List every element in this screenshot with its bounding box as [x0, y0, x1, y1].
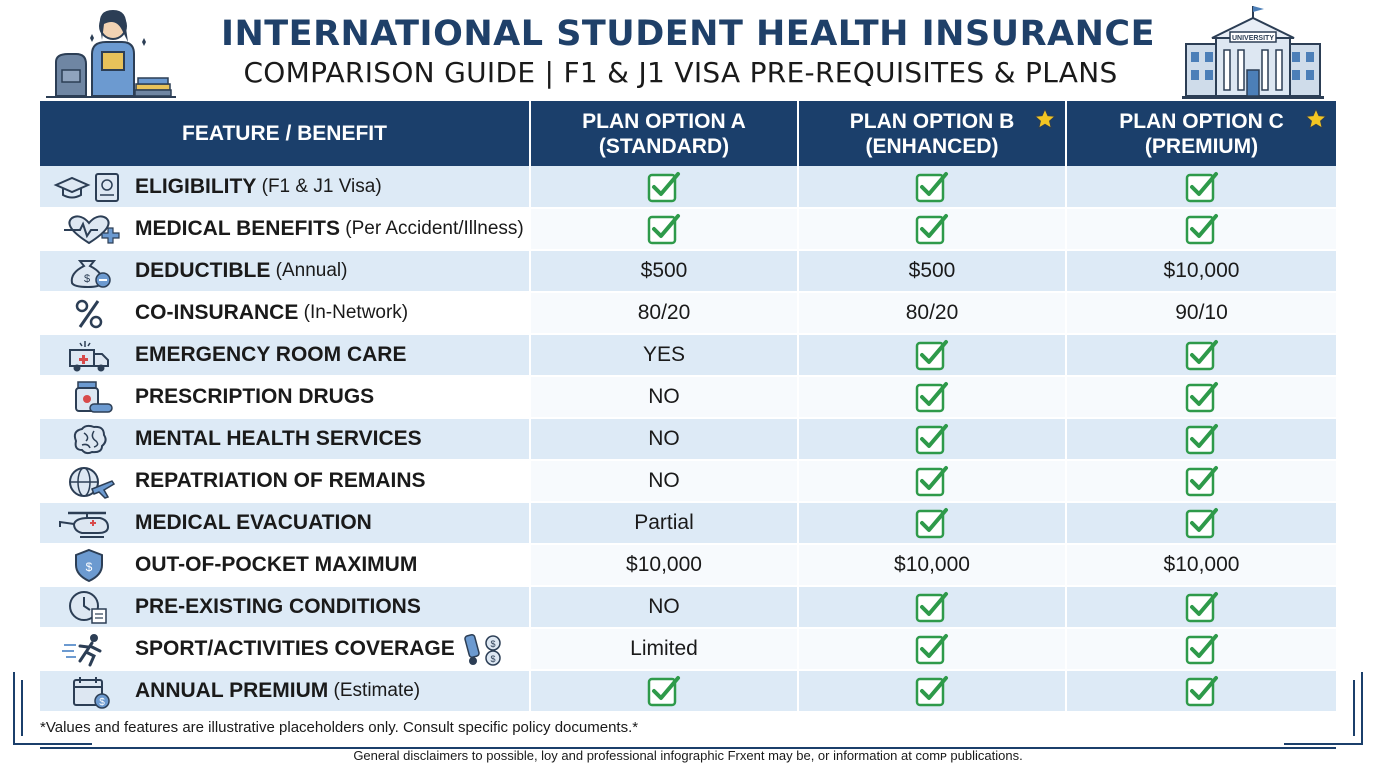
cell-value: NO [648, 427, 680, 450]
checkmark-icon [915, 423, 949, 455]
plan-b-cell [798, 418, 1066, 460]
column-header-label: PLAN OPTION A [582, 109, 746, 133]
plan-b-cell [798, 208, 1066, 250]
plan-b-cell [798, 166, 1066, 208]
column-header-plan-b [798, 101, 1066, 166]
plan-a-cell [530, 586, 798, 628]
comparison-table [40, 101, 1336, 713]
plan-a-cell [530, 418, 798, 460]
feature-label: ANNUAL PREMIUM [135, 679, 329, 702]
plan-b-cell [798, 334, 1066, 376]
plan-c-cell [1066, 334, 1336, 376]
cell-value: $500 [908, 259, 956, 282]
checkmark-icon [915, 339, 949, 371]
table-row [40, 544, 1336, 586]
column-header-sublabel: (ENHANCED) [865, 134, 999, 158]
column-header-sublabel: (STANDARD) [598, 134, 730, 158]
percent-icon [50, 295, 128, 331]
plan-b-cell [798, 502, 1066, 544]
feature-label: MENTAL HEALTH SERVICES [135, 427, 422, 450]
checkmark-icon [647, 213, 681, 245]
header [0, 0, 1376, 100]
column-header-feature [40, 101, 530, 166]
page-title: INTERNATIONAL STUDENT HEALTH INSURANCE [220, 14, 1156, 54]
star-icon [1033, 107, 1057, 131]
cell-value: NO [648, 469, 680, 492]
table-row [40, 166, 1336, 208]
column-header-label: PLAN OPTION C [1119, 109, 1284, 133]
clock-document-icon [50, 589, 128, 625]
cell-value: NO [648, 595, 680, 618]
plan-c-cell [1066, 292, 1336, 334]
checkmark-icon [1185, 465, 1219, 497]
feature-cell [40, 208, 530, 250]
cell-value: Limited [630, 637, 698, 660]
cell-value: 80/20 [905, 301, 959, 324]
checkmark-icon [915, 381, 949, 413]
plan-c-cell [1066, 208, 1336, 250]
plan-a-cell [530, 460, 798, 502]
feature-label: DEDUCTIBLE [135, 259, 271, 282]
feature-cell [40, 334, 530, 376]
checkmark-icon [1185, 507, 1219, 539]
svg-text:$: $ [99, 697, 105, 708]
checkmark-icon [915, 171, 949, 203]
feature-cell [40, 250, 530, 292]
table-row [40, 208, 1336, 250]
checkmark-icon [915, 591, 949, 623]
feature-cell [40, 166, 530, 208]
cell-value: $10,000 [894, 553, 970, 576]
table-row [40, 292, 1336, 334]
brain-icon [50, 421, 128, 457]
cell-value: 80/20 [637, 301, 691, 324]
table-row [40, 502, 1336, 544]
plan-a-cell [530, 376, 798, 418]
checkmark-icon [1185, 381, 1219, 413]
cell-value: $500 [640, 259, 688, 282]
feature-note: (Estimate) [328, 680, 421, 701]
cell-value: Partial [634, 511, 694, 534]
feature-cell [40, 292, 530, 334]
graduation-passport-icon [50, 169, 128, 205]
checkmark-icon [915, 507, 949, 539]
cell-value: YES [642, 343, 686, 366]
checkmark-icon [915, 465, 949, 497]
cell-value: 90/10 [1175, 301, 1228, 324]
feature-cell [40, 586, 530, 628]
checkmark-icon [647, 171, 681, 203]
plan-a-cell [530, 250, 798, 292]
checkmark-icon [1185, 423, 1219, 455]
table-row [40, 334, 1336, 376]
plan-a-cell [530, 502, 798, 544]
plan-b-cell [798, 544, 1066, 586]
feature-note: (Per Accident/Illness) [339, 218, 524, 239]
plan-b-cell [798, 460, 1066, 502]
disclaimer: General disclaimers to possible, loy and professional infographic Frxent may be, or information at comᴘ publications. [353, 748, 1023, 763]
column-header-plan-a [530, 101, 798, 166]
feature-label: MEDICAL BENEFITS [135, 217, 340, 240]
feature-cell [40, 460, 530, 502]
plan-c-cell [1066, 460, 1336, 502]
frame-decoration [0, 660, 1376, 768]
plan-c-cell [1066, 502, 1336, 544]
checkmark-icon [1185, 591, 1219, 623]
plan-b-cell [798, 292, 1066, 334]
page-subtitle: COMPARISON GUIDE | F1 & J1 VISA PRE-REQUISITES & PLANS [243, 56, 1118, 89]
plan-b-cell [798, 250, 1066, 292]
feature-note: (Annual) [270, 260, 348, 281]
table-row [40, 376, 1336, 418]
feature-label: EMERGENCY ROOM CARE [135, 343, 407, 366]
checkmark-icon [1185, 339, 1219, 371]
svg-text:$: $ [83, 273, 91, 285]
plan-c-cell [1066, 586, 1336, 628]
feature-note: (In-Network) [298, 302, 409, 323]
shield-dollar-icon [50, 547, 128, 583]
svg-text:$: $ [490, 654, 496, 664]
plan-c-cell [1066, 418, 1336, 460]
feature-label: MEDICAL EVACUATION [135, 511, 372, 534]
column-header-plan-c [1066, 101, 1336, 166]
plan-b-cell [798, 586, 1066, 628]
feature-label: ELIGIBILITY [135, 174, 257, 198]
plan-a-cell [530, 544, 798, 586]
plan-c-cell [1066, 166, 1336, 208]
university-building-icon [1180, 4, 1326, 100]
plan-c-cell [1066, 544, 1336, 586]
svg-text:$: $ [490, 639, 496, 649]
column-header-label: PLAN OPTION B [849, 109, 1015, 133]
footnote: *Values and features are illustrative placeholders only. Consult specific policy documents.* [40, 719, 639, 736]
cell-value: $10,000 [1163, 259, 1240, 282]
feature-label: SPORT/ACTIVITIES COVERAGE [135, 637, 455, 660]
table-header-row [40, 101, 1336, 166]
table-row [40, 418, 1336, 460]
money-bag-icon [50, 253, 128, 289]
column-header-sublabel: (PREMIUM) [1144, 134, 1259, 158]
feature-label: PRE-EXISTING CONDITIONS [135, 595, 421, 618]
feature-label: REPATRIATION OF REMAINS [135, 469, 426, 492]
table-row [40, 250, 1336, 292]
plan-c-cell [1066, 250, 1336, 292]
plan-a-cell [530, 334, 798, 376]
feature-cell [40, 376, 530, 418]
feature-label: OUT-OF-POCKET MAXIMUM [135, 553, 418, 576]
pill-bottle-icon [50, 379, 128, 415]
column-header-label: FEATURE / BENEFIT [182, 122, 387, 145]
checkmark-icon [915, 213, 949, 245]
table-row [40, 586, 1336, 628]
ambulance-icon [50, 337, 128, 373]
feature-cell [40, 544, 530, 586]
checkmark-icon [1185, 171, 1219, 203]
plan-c-cell [1066, 376, 1336, 418]
plan-a-cell [530, 292, 798, 334]
feature-label: PRESCRIPTION DRUGS [135, 385, 375, 408]
plan-a-cell [530, 208, 798, 250]
cell-value: NO [648, 385, 680, 408]
plan-b-cell [798, 376, 1066, 418]
globe-plane-icon [50, 463, 128, 499]
feature-note: (F1 & J1 Visa) [256, 175, 382, 197]
heart-medical-icon [50, 211, 128, 247]
checkmark-icon [1185, 213, 1219, 245]
table-row [40, 460, 1336, 502]
helicopter-icon [50, 505, 128, 541]
feature-label: CO-INSURANCE [135, 301, 299, 324]
feature-cell [40, 418, 530, 460]
star-icon [1304, 107, 1328, 131]
cell-value: $10,000 [1163, 553, 1240, 576]
cell-value: $10,000 [626, 553, 702, 576]
svg-text:$: $ [85, 560, 93, 574]
plan-a-cell [530, 166, 798, 208]
university-sign-text: UNIVERSITY [1231, 35, 1275, 42]
feature-cell [40, 502, 530, 544]
